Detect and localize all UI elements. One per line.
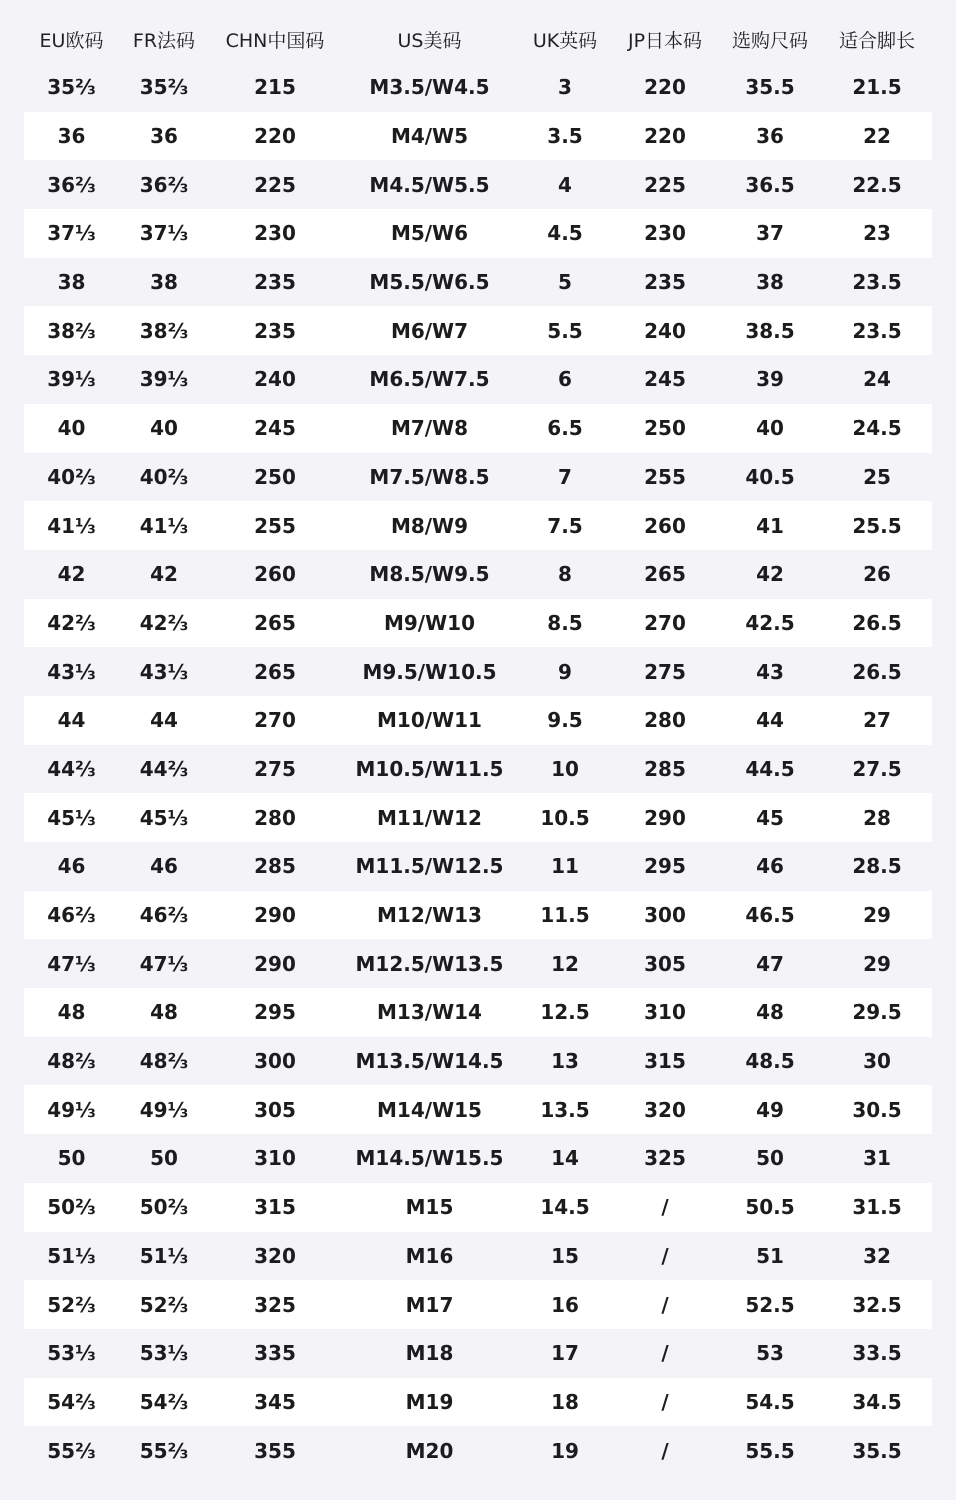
- cell-us: M7/W8: [390, 416, 469, 441]
- cell-eu: 44: [57, 708, 86, 733]
- cell-jp: 225: [644, 172, 686, 197]
- table-row: [24, 306, 932, 355]
- cell-us: M12/W13: [377, 903, 482, 928]
- cell-us: M14.5/W15.5: [355, 1146, 504, 1171]
- cell-uk: 10: [551, 756, 579, 781]
- cell-recommended-size: 48.5: [745, 1049, 795, 1074]
- cell-eu: 36: [57, 124, 86, 149]
- cell-jp: 325: [644, 1146, 686, 1171]
- cell-foot-length: 22: [863, 124, 891, 149]
- cell-foot-length: 26.5: [852, 610, 902, 635]
- cell-jp: /: [661, 1341, 669, 1366]
- cell-chn: 215: [254, 75, 296, 100]
- cell-fr: 41⅓: [139, 513, 189, 538]
- cell-jp: 295: [644, 854, 686, 879]
- cell-recommended-size: 45: [756, 805, 784, 830]
- cell-foot-length: 31.5: [852, 1195, 902, 1220]
- cell-recommended-size: 38.5: [745, 318, 795, 343]
- cell-recommended-size: 46: [756, 854, 784, 879]
- table-row: [24, 1329, 932, 1378]
- cell-us: M10.5/W11.5: [355, 756, 504, 781]
- table-row: [24, 647, 932, 696]
- cell-recommended-size: 53: [756, 1341, 784, 1366]
- table-row: [24, 1183, 932, 1232]
- cell-recommended-size: 36.5: [745, 172, 795, 197]
- cell-recommended-size: 50.5: [745, 1195, 795, 1220]
- cell-jp: /: [661, 1438, 669, 1463]
- table-row: [24, 258, 932, 307]
- cell-fr: 39⅓: [139, 367, 189, 392]
- table-row: [24, 501, 932, 550]
- table-row: [24, 745, 932, 794]
- cell-recommended-size: 44.5: [745, 756, 795, 781]
- cell-foot-length: 21.5: [852, 75, 902, 100]
- cell-uk: 8: [558, 562, 572, 587]
- cell-foot-length: 34.5: [852, 1389, 902, 1414]
- table-row: [24, 209, 932, 258]
- cell-uk: 10.5: [540, 805, 590, 830]
- cell-eu: 47⅓: [47, 951, 96, 976]
- cell-foot-length: 29: [863, 903, 891, 928]
- header-recommended-size: 选购尺码: [731, 29, 808, 52]
- cell-uk: 13: [551, 1049, 579, 1074]
- cell-chn: 285: [254, 854, 296, 879]
- cell-uk: 8.5: [547, 610, 583, 635]
- cell-us: M14/W15: [377, 1097, 482, 1122]
- table-row: [24, 939, 932, 988]
- cell-chn: 270: [254, 708, 296, 733]
- cell-foot-length: 30: [863, 1049, 891, 1074]
- cell-us: M6/W7: [390, 318, 469, 343]
- table-row: [24, 355, 932, 404]
- cell-chn: 315: [254, 1195, 296, 1220]
- cell-jp: 265: [644, 562, 686, 587]
- cell-uk: 14: [551, 1146, 579, 1171]
- cell-foot-length: 23: [863, 221, 891, 246]
- cell-jp: 270: [644, 610, 686, 635]
- cell-fr: 48⅔: [139, 1049, 189, 1074]
- cell-uk: 4.5: [547, 221, 583, 246]
- header-eu: EU欧码: [39, 29, 104, 52]
- cell-eu: 49⅓: [47, 1097, 96, 1122]
- cell-recommended-size: 41: [756, 513, 784, 538]
- cell-uk: 6.5: [547, 416, 583, 441]
- cell-foot-length: 27.5: [852, 756, 902, 781]
- table-row: [24, 1085, 932, 1134]
- cell-recommended-size: 42: [756, 562, 784, 587]
- cell-foot-length: 29: [863, 951, 891, 976]
- cell-chn: 355: [254, 1438, 296, 1463]
- cell-recommended-size: 55.5: [745, 1438, 795, 1463]
- cell-eu: 55⅔: [47, 1438, 96, 1463]
- cell-fr: 44⅔: [139, 756, 189, 781]
- cell-foot-length: 25.5: [852, 513, 902, 538]
- cell-uk: 7: [558, 464, 572, 489]
- cell-fr: 54⅔: [139, 1389, 189, 1414]
- cell-eu: 41⅓: [47, 513, 96, 538]
- cell-recommended-size: 47: [756, 951, 784, 976]
- cell-us: M12.5/W13.5: [355, 951, 504, 976]
- cell-uk: 7.5: [547, 513, 583, 538]
- cell-chn: 310: [254, 1146, 296, 1171]
- cell-eu: 39⅓: [47, 367, 96, 392]
- cell-fr: 42: [150, 562, 178, 587]
- cell-eu: 45⅓: [47, 805, 96, 830]
- table-row: [24, 453, 932, 502]
- cell-fr: 50: [150, 1146, 178, 1171]
- cell-fr: 52⅔: [139, 1292, 189, 1317]
- header-chn: CHN中国码: [225, 29, 325, 52]
- cell-eu: 42: [57, 562, 86, 587]
- cell-us: M4/W5: [390, 124, 469, 149]
- cell-foot-length: 22.5: [852, 172, 902, 197]
- table-row: [24, 696, 932, 745]
- cell-uk: 5: [558, 270, 572, 295]
- cell-foot-length: 29.5: [852, 1000, 902, 1025]
- cell-fr: 36: [150, 124, 178, 149]
- cell-chn: 245: [254, 416, 296, 441]
- header-foot-length: 适合脚长: [838, 29, 915, 52]
- table-row: [24, 891, 932, 940]
- cell-uk: 6: [558, 367, 572, 392]
- cell-jp: 260: [644, 513, 686, 538]
- cell-jp: /: [661, 1243, 669, 1268]
- cell-chn: 250: [254, 464, 296, 489]
- cell-recommended-size: 48: [756, 1000, 784, 1025]
- cell-chn: 255: [254, 513, 296, 538]
- cell-foot-length: 25: [863, 464, 891, 489]
- table-row: [24, 842, 932, 891]
- cell-fr: 38: [150, 270, 178, 295]
- cell-jp: 235: [644, 270, 686, 295]
- cell-eu: 54⅔: [47, 1389, 96, 1414]
- cell-uk: 19: [551, 1438, 579, 1463]
- cell-us: M4.5/W5.5: [369, 172, 490, 197]
- table-row: [24, 160, 932, 209]
- cell-foot-length: 27: [863, 708, 891, 733]
- cell-eu: 40⅔: [47, 464, 96, 489]
- cell-uk: 12: [551, 951, 579, 976]
- cell-uk: 13.5: [540, 1097, 590, 1122]
- cell-uk: 18: [551, 1389, 579, 1414]
- cell-foot-length: 33.5: [852, 1341, 902, 1366]
- cell-fr: 44: [150, 708, 178, 733]
- cell-us: M17: [405, 1292, 454, 1317]
- cell-recommended-size: 39: [756, 367, 784, 392]
- cell-recommended-size: 40.5: [745, 464, 795, 489]
- cell-chn: 240: [254, 367, 296, 392]
- cell-fr: 45⅓: [139, 805, 189, 830]
- cell-fr: 51⅓: [139, 1243, 189, 1268]
- cell-uk: 3.5: [547, 124, 583, 149]
- cell-chn: 295: [254, 1000, 296, 1025]
- cell-jp: /: [661, 1195, 669, 1220]
- cell-chn: 300: [254, 1049, 296, 1074]
- table-row: [24, 63, 932, 112]
- cell-eu: 46: [57, 854, 86, 879]
- cell-jp: 310: [644, 1000, 686, 1025]
- cell-eu: 36⅔: [47, 172, 96, 197]
- cell-foot-length: 26.5: [852, 659, 902, 684]
- cell-us: M20: [405, 1438, 454, 1463]
- cell-chn: 265: [254, 610, 296, 635]
- header-uk: UK英码: [532, 29, 598, 52]
- cell-foot-length: 35.5: [852, 1438, 902, 1463]
- cell-uk: 15: [551, 1243, 579, 1268]
- cell-us: M3.5/W4.5: [369, 75, 490, 100]
- cell-us: M6.5/W7.5: [369, 367, 490, 392]
- cell-jp: 255: [644, 464, 686, 489]
- cell-fr: 48: [150, 1000, 178, 1025]
- cell-chn: 225: [254, 172, 296, 197]
- header-fr: FR法码: [132, 29, 196, 52]
- cell-jp: 305: [644, 951, 686, 976]
- cell-eu: 38⅔: [47, 318, 96, 343]
- cell-chn: 230: [254, 221, 296, 246]
- cell-eu: 40: [57, 416, 86, 441]
- header-us: US美码: [397, 29, 462, 52]
- cell-foot-length: 28.5: [852, 854, 902, 879]
- cell-us: M8/W9: [390, 513, 469, 538]
- cell-us: M15: [405, 1195, 454, 1220]
- cell-fr: 40⅔: [139, 464, 189, 489]
- cell-foot-length: 24: [863, 367, 891, 392]
- cell-chn: 280: [254, 805, 296, 830]
- cell-chn: 275: [254, 756, 296, 781]
- cell-eu: 51⅓: [47, 1243, 96, 1268]
- cell-jp: 320: [644, 1097, 686, 1122]
- cell-eu: 44⅔: [47, 756, 96, 781]
- cell-uk: 14.5: [540, 1195, 590, 1220]
- table-header-row: [24, 15, 932, 63]
- cell-recommended-size: 52.5: [745, 1292, 795, 1317]
- cell-foot-length: 23.5: [852, 270, 902, 295]
- cell-recommended-size: 35.5: [745, 75, 795, 100]
- cell-eu: 53⅓: [47, 1341, 96, 1366]
- cell-jp: 290: [644, 805, 686, 830]
- cell-jp: 315: [644, 1049, 686, 1074]
- cell-chn: 220: [254, 124, 296, 149]
- cell-recommended-size: 42.5: [745, 610, 795, 635]
- cell-jp: 285: [644, 756, 686, 781]
- cell-us: M11.5/W12.5: [355, 854, 504, 879]
- cell-eu: 50⅔: [47, 1195, 96, 1220]
- cell-us: M10/W11: [377, 708, 482, 733]
- cell-foot-length: 31: [863, 1146, 891, 1171]
- cell-fr: 42⅔: [139, 610, 189, 635]
- cell-fr: 53⅓: [139, 1341, 189, 1366]
- cell-chn: 260: [254, 562, 296, 587]
- cell-fr: 46: [150, 854, 178, 879]
- cell-jp: /: [661, 1389, 669, 1414]
- header-jp: JP日本码: [627, 29, 703, 52]
- cell-fr: 43⅓: [139, 659, 189, 684]
- table-row: [24, 1232, 932, 1281]
- cell-fr: 46⅔: [139, 903, 189, 928]
- cell-chn: 305: [254, 1097, 296, 1122]
- cell-eu: 37⅓: [47, 221, 96, 246]
- cell-us: M13.5/W14.5: [355, 1049, 504, 1074]
- cell-fr: 37⅓: [139, 221, 189, 246]
- cell-us: M7.5/W8.5: [369, 464, 490, 489]
- cell-chn: 290: [254, 951, 296, 976]
- cell-jp: 245: [644, 367, 686, 392]
- cell-fr: 55⅔: [139, 1438, 189, 1463]
- cell-uk: 17: [551, 1341, 579, 1366]
- cell-eu: 46⅔: [47, 903, 96, 928]
- cell-chn: 345: [254, 1389, 296, 1414]
- cell-uk: 4: [558, 172, 572, 197]
- cell-uk: 9.5: [547, 708, 583, 733]
- cell-jp: 300: [644, 903, 686, 928]
- cell-us: M13/W14: [377, 1000, 482, 1025]
- cell-recommended-size: 51: [756, 1243, 784, 1268]
- cell-foot-length: 23.5: [852, 318, 902, 343]
- cell-uk: 11: [551, 854, 579, 879]
- cell-eu: 52⅔: [47, 1292, 96, 1317]
- cell-eu: 48⅔: [47, 1049, 96, 1074]
- cell-uk: 12.5: [540, 1000, 590, 1025]
- cell-jp: 240: [644, 318, 686, 343]
- cell-fr: 47⅓: [139, 951, 189, 976]
- cell-fr: 49⅓: [139, 1097, 189, 1122]
- cell-fr: 35⅔: [139, 75, 189, 100]
- cell-eu: 42⅔: [47, 610, 96, 635]
- cell-us: M8.5/W9.5: [369, 562, 490, 587]
- cell-foot-length: 24.5: [852, 416, 902, 441]
- table-row: [24, 599, 932, 648]
- cell-jp: 220: [644, 124, 686, 149]
- cell-fr: 38⅔: [139, 318, 189, 343]
- cell-recommended-size: 44: [756, 708, 784, 733]
- table-row: [24, 988, 932, 1037]
- cell-us: M16: [405, 1243, 454, 1268]
- cell-fr: 36⅔: [139, 172, 189, 197]
- cell-eu: 38: [57, 270, 86, 295]
- cell-fr: 50⅔: [139, 1195, 189, 1220]
- cell-fr: 40: [150, 416, 178, 441]
- cell-uk: 5.5: [547, 318, 583, 343]
- table-row: [24, 404, 932, 453]
- cell-recommended-size: 54.5: [745, 1389, 795, 1414]
- cell-uk: 16: [551, 1292, 579, 1317]
- cell-eu: 50: [57, 1146, 86, 1171]
- cell-recommended-size: 40: [756, 416, 784, 441]
- cell-jp: 250: [644, 416, 686, 441]
- cell-jp: 280: [644, 708, 686, 733]
- size-chart-table: [24, 15, 932, 1475]
- cell-chn: 290: [254, 903, 296, 928]
- cell-us: M11/W12: [377, 805, 482, 830]
- table-row: [24, 793, 932, 842]
- cell-foot-length: 30.5: [852, 1097, 902, 1122]
- cell-uk: 11.5: [540, 903, 590, 928]
- cell-recommended-size: 49: [756, 1097, 784, 1122]
- cell-uk: 3: [558, 75, 572, 100]
- cell-recommended-size: 38: [756, 270, 784, 295]
- cell-eu: 35⅔: [47, 75, 96, 100]
- table-row: [24, 1280, 932, 1329]
- cell-eu: 43⅓: [47, 659, 96, 684]
- cell-us: M5.5/W6.5: [369, 270, 490, 295]
- cell-jp: /: [661, 1292, 669, 1317]
- cell-us: M9.5/W10.5: [362, 659, 497, 684]
- cell-recommended-size: 50: [756, 1146, 784, 1171]
- cell-us: M19: [405, 1389, 454, 1414]
- cell-chn: 265: [254, 659, 296, 684]
- cell-chn: 235: [254, 318, 296, 343]
- table-row: [24, 1134, 932, 1183]
- table-row: [24, 1426, 932, 1475]
- cell-foot-length: 26: [863, 562, 891, 587]
- cell-recommended-size: 36: [756, 124, 784, 149]
- cell-foot-length: 32.5: [852, 1292, 902, 1317]
- cell-foot-length: 32: [863, 1243, 891, 1268]
- table-row: [24, 112, 932, 161]
- cell-recommended-size: 46.5: [745, 903, 795, 928]
- cell-uk: 9: [558, 659, 572, 684]
- cell-recommended-size: 43: [756, 659, 784, 684]
- table-row: [24, 550, 932, 599]
- cell-us: M9/W10: [383, 610, 475, 635]
- table-row: [24, 1037, 932, 1086]
- cell-chn: 235: [254, 270, 296, 295]
- cell-us: M5/W6: [390, 221, 469, 246]
- table-body: [24, 63, 932, 1475]
- cell-foot-length: 28: [863, 805, 891, 830]
- cell-chn: 325: [254, 1292, 296, 1317]
- cell-recommended-size: 37: [756, 221, 784, 246]
- cell-eu: 48: [57, 1000, 86, 1025]
- cell-us: M18: [405, 1341, 454, 1366]
- cell-jp: 275: [644, 659, 686, 684]
- cell-chn: 320: [254, 1243, 296, 1268]
- cell-jp: 230: [644, 221, 686, 246]
- cell-chn: 335: [254, 1341, 296, 1366]
- cell-jp: 220: [644, 75, 686, 100]
- table-row: [24, 1378, 932, 1427]
